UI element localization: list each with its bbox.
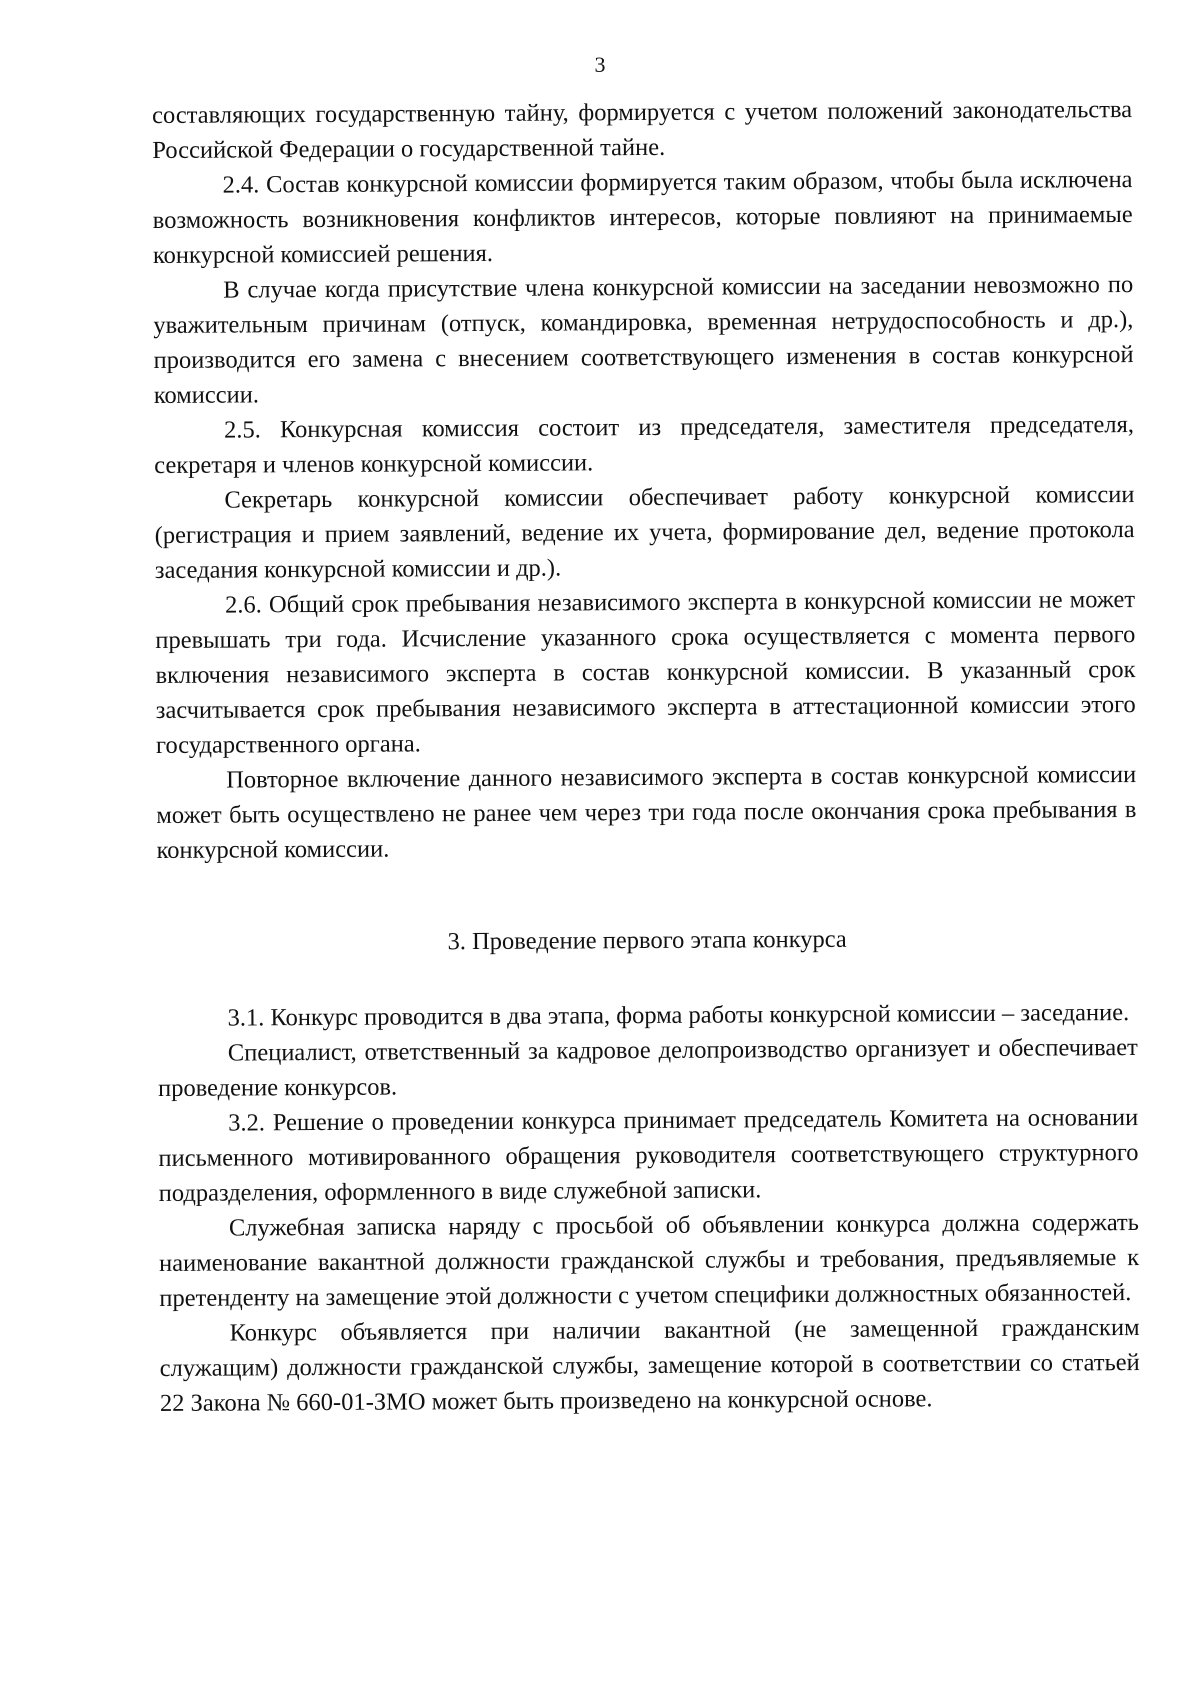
page-number: 3 [594, 52, 606, 77]
section-3-body [158, 995, 1141, 1421]
paragraph: 2.5. Конкурсная комиссия состоит из председателя, заместителя председателя, секретаря и членов конкурсной комиссии. [154, 411, 1135, 479]
paragraph: В случае когда присутствие члена конкурсной комиссии на заседании невозможно по уважительным причинам (отпуск, командировка, временная нетрудоспособность и др.), производится его замена с внесением соответствующего изменения в состав конкурсной комиссии. [153, 271, 1134, 409]
paragraph: Служебная записка наряду с просьбой об объявлении конкурса должна содержать наименование вакантной должности гражданской службы и требования, предъявляемые к претенденту на замещение этой должности с учетом специфики должностных обязанностей. [159, 1208, 1140, 1312]
section-2-continuation [152, 92, 1137, 868]
paragraph: Секретарь конкурсной комиссии обеспечивает работу конкурсной комиссии (регистрация и прием заявлений, ведение их учета, формирование дел, ведение протокола заседания конкурсной комиссии и др.). [154, 481, 1135, 584]
section-heading: 3. Проведение первого этапа конкурса [447, 925, 847, 956]
paragraph: 3.2. Решение о проведении конкурса принимает председатель Комитета на основании письменного мотивированного обращения руководителя соответствующего структурного подразделения, оформленного в виде служебной записки. [158, 1103, 1139, 1207]
paragraph: 2.6. Общий срок пребывания независимого эксперта в конкурсной комиссии не может превышать три года. Исчисление указанного срока осуществляется с момента первого включения независимого эксперта в состав конкурсной комиссии. В указанный срок засчитывается срок пребывания независимого эксперта в аттестационной комиссии этого государственного органа. [155, 586, 1136, 759]
paragraph: Конкурс объявляется при наличии вакантной (не замещенной гражданским служащим) должности гражданской службы, замещение которой в соответствии со статьей 22 Закона № 660-01-ЗМО может быть произведено на конкурсной основе. [159, 1313, 1140, 1417]
paragraph: Повторное включение данного независимого эксперта в состав конкурсной комиссии может быть осуществлено не ранее чем через три года после окончания срока пребывания в конкурсной комиссии. [156, 761, 1137, 864]
paragraph: 3.1. Конкурс проводится в два этапа, форма работы конкурсной комиссии – заседание. [227, 999, 1130, 1032]
paragraph: 2.4. Состав конкурсной комиссии формируется таким образом, чтобы была исключена возможность возникновения конфликтов интересов, которые повлияют на принимаемые конкурсной комиссией решения. [152, 166, 1133, 269]
paragraph: Специалист, ответственный за кадровое делопроизводство организует и обеспечивает проведение конкурсов. [157, 1033, 1138, 1102]
document-body [152, 92, 1140, 1421]
paragraph: составляющих государственную тайну, формируется с учетом положений законодательства Российской Федерации о государственной тайне. [152, 96, 1133, 164]
